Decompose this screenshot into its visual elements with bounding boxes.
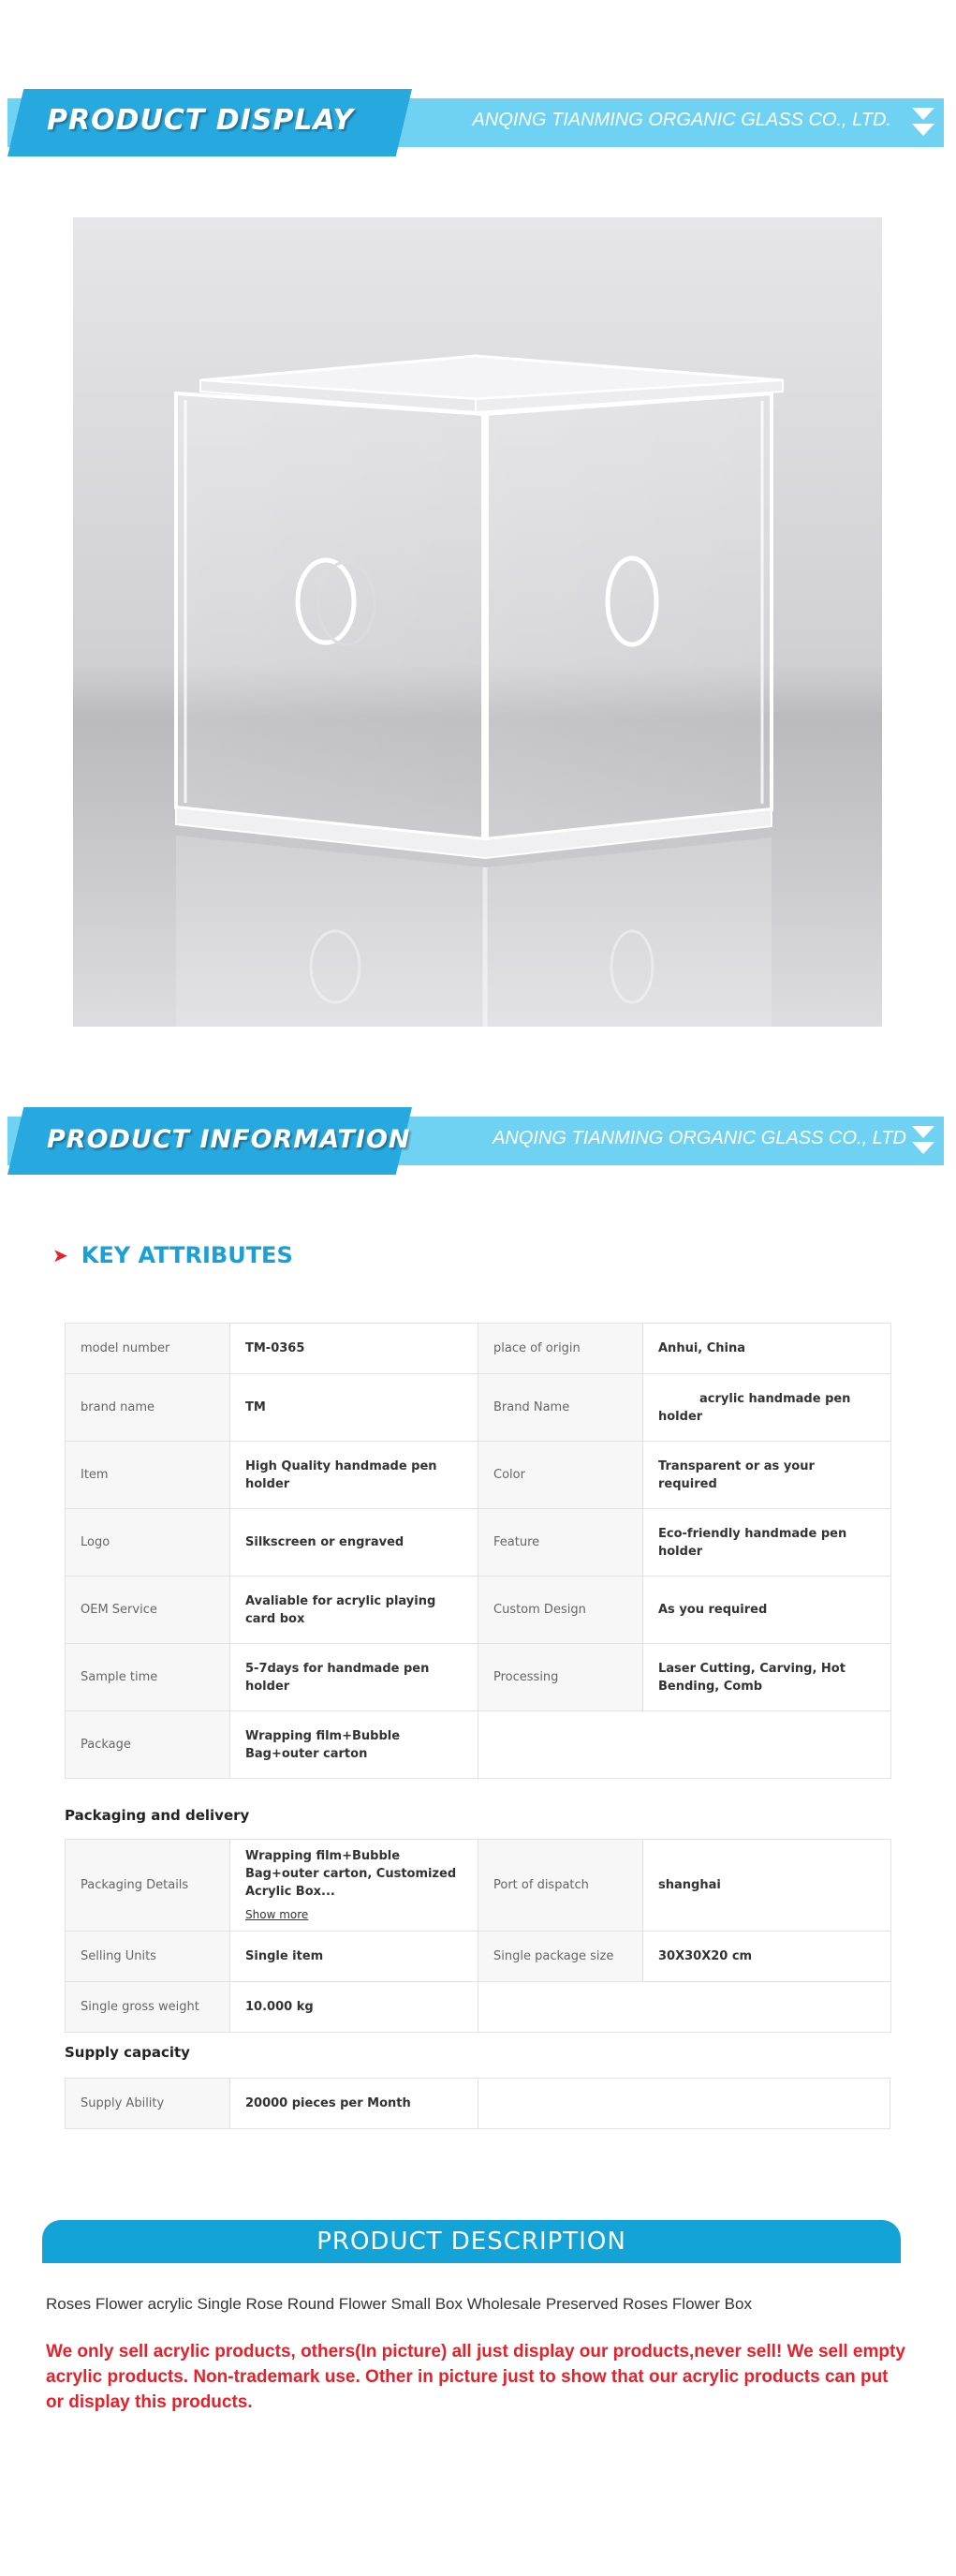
attr-value: TM [230,1374,478,1442]
empty-cell [478,2079,890,2129]
attr-label: OEM Service [66,1577,230,1644]
table-row [66,1644,891,1711]
attr-label: Item [66,1442,230,1509]
attr-label: Logo [66,1509,230,1577]
supply-table [65,2078,890,2129]
banner-company: ANQING TIANMING ORGANIC GLASS CO., LTD. [472,110,891,130]
attr-label: Supply Ability [66,2079,230,2129]
table-row [66,1577,891,1644]
description-notice: We only sell acrylic products, others(In picture) all just display our products,never sell! We sell empty acrylic products. Non-trademark use. Other in picture just to show that our acrylic products can put or display this products. [46,2342,905,2412]
banner-title: PRODUCT INFORMATION [47,1125,411,1154]
attr-value: 10.000 kg [230,1982,478,2033]
attr-label: brand name [66,1374,230,1442]
banner-title: PRODUCT DISPLAY [47,104,355,137]
arrow-right-icon: ➤ [52,1245,68,1266]
attr-value: Single item [230,1932,478,1982]
attr-label: model number [66,1324,230,1374]
table-row [66,1932,891,1982]
table-row [66,1442,891,1509]
table-row [66,1374,891,1442]
empty-cell [478,1711,891,1779]
attr-value: 30X30X20 cm [643,1932,891,1982]
attr-value: High Quality handmade pen holder [230,1442,478,1509]
table-row [66,1982,891,2033]
attr-label: Package [66,1711,230,1779]
empty-cell [478,1982,891,2033]
attr-value: Anhui, China [643,1324,891,1374]
table-row [66,2079,890,2129]
chevron-down-icon [912,1126,934,1138]
attr-value: Laser Cutting, Carving, Hot Bending, Comb [643,1644,891,1711]
description-text: Roses Flower acrylic Single Rose Round Flower Small Box Wholesale Preserved Roses Flower Box [46,2295,752,2313]
table-row [66,1324,891,1374]
attr-value: Eco-friendly handmade pen holder [643,1509,891,1577]
attr-value: Silkscreen or engraved [230,1509,478,1577]
table-row [66,1711,891,1779]
attr-value: TM-0365 [230,1324,478,1374]
attr-value: shanghai [643,1840,891,1932]
attr-label: Color [478,1442,643,1509]
attr-label: Brand Name [478,1374,643,1442]
attr-label: Packaging Details [66,1840,230,1932]
chevron-down-icon [912,1142,934,1154]
attr-label: Custom Design [478,1577,643,1644]
attr-value: As you required [643,1577,891,1644]
product-description-header [42,2220,901,2263]
show-more-link[interactable]: Show more [245,1907,309,1921]
attr-value [230,1840,478,1932]
supply-heading: Supply capacity [65,2044,190,2061]
packaging-table [65,1839,891,2033]
attr-value: 20000 pieces per Month [230,2079,478,2129]
attr-value: Avaliable for acrylic playing card box [230,1577,478,1644]
attr-value: acrylic handmade pen holder [643,1374,891,1442]
table-row [66,1840,891,1932]
attr-label: Port of dispatch [478,1840,643,1932]
attr-label: Single package size [478,1932,643,1982]
table-row [66,1509,891,1577]
packaging-details-text: Wrapping film+Bubble Bag+outer carton, Customized Acrylic Box... [245,1848,457,1899]
product-display-banner [7,89,944,156]
attr-label: Single gross weight [66,1982,230,2033]
attr-value: 5-7days for handmade pen holder [230,1644,478,1711]
attr-value: Transparent or as your required [643,1442,891,1509]
banner-company: ANQING TIANMING ORGANIC GLASS CO., LTD [493,1128,906,1148]
attr-label: Processing [478,1644,643,1711]
key-attributes-heading [52,1242,293,1268]
attr-label: Selling Units [66,1932,230,1982]
product-photo [73,217,882,1027]
product-description-title: PRODUCT DESCRIPTION [316,2228,626,2256]
key-attributes-title: KEY ATTRIBUTES [81,1242,293,1268]
attr-label: Feature [478,1509,643,1577]
packaging-heading: Packaging and delivery [65,1807,250,1824]
key-attributes-table [65,1323,891,1779]
attr-label: place of origin [478,1324,643,1374]
attr-value: Wrapping film+Bubble Bag+outer carton [230,1711,478,1779]
attr-label: Sample time [66,1644,230,1711]
chevron-down-icon [912,124,934,136]
product-information-banner [7,1107,944,1175]
chevron-down-icon [912,108,934,120]
